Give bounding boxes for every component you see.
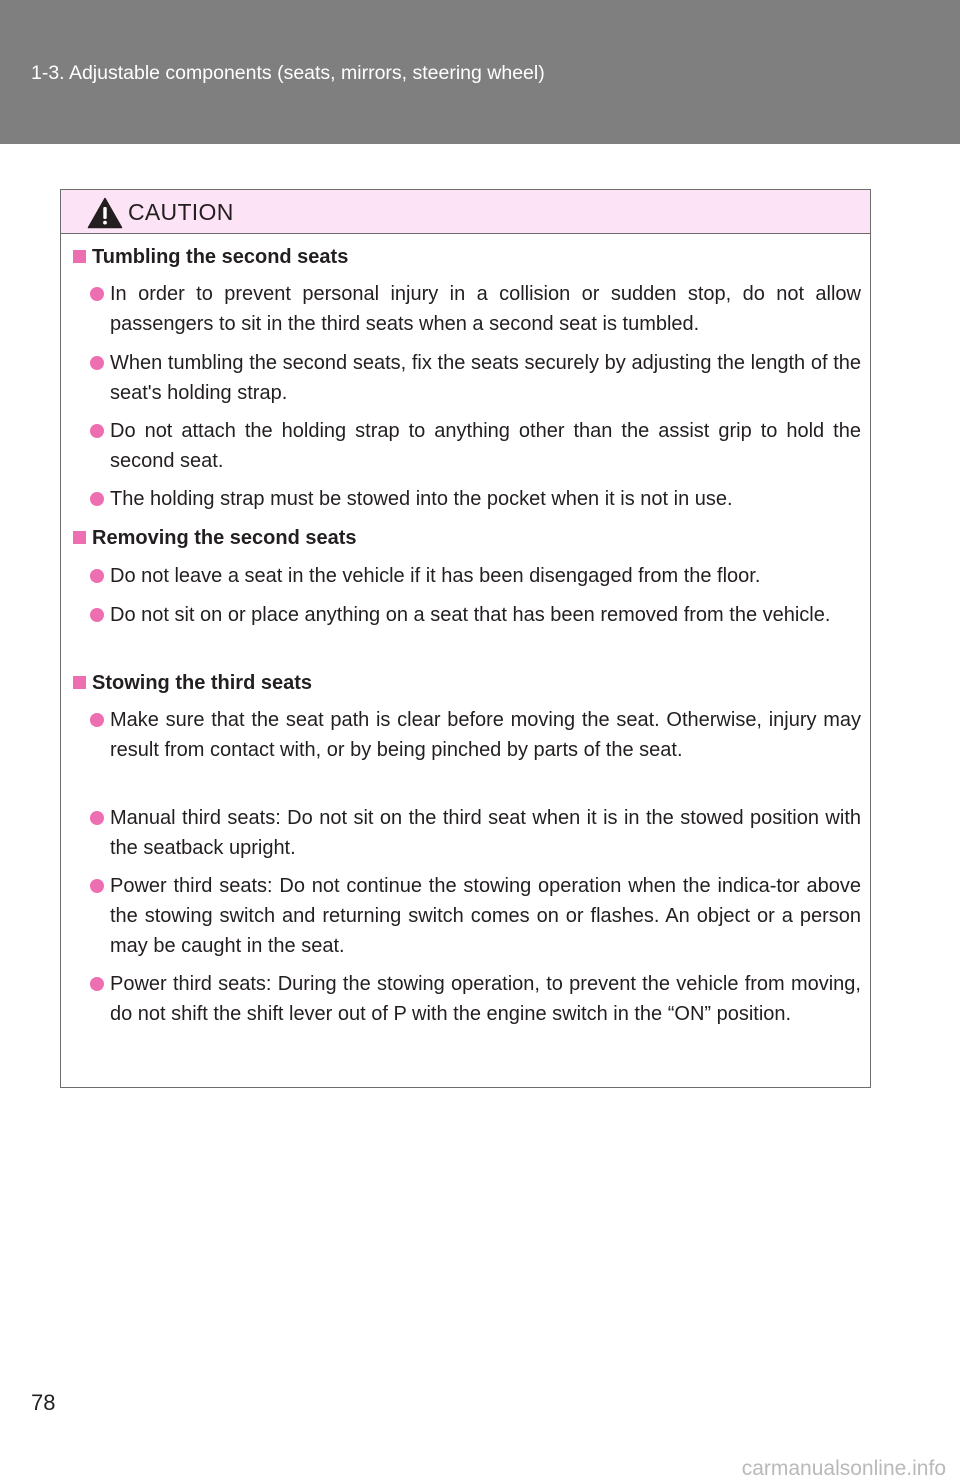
square-bullet-icon <box>73 676 86 689</box>
list-item: Power third seats: During the stowing operation, to prevent the vehicle from moving, do not shift the shift lever out of P with the engine switch in the “ON” position. <box>90 969 861 1029</box>
bullet-dot-icon <box>90 569 104 583</box>
bullet-dot-icon <box>90 608 104 622</box>
section-heading-removing: Removing the second seats <box>73 523 357 553</box>
list-item: The holding strap must be stowed into the pocket when it is not in use. <box>90 484 861 514</box>
list-item: In order to prevent personal injury in a collision or sudden stop, do not allow passengers to sit in the third seats when a second seat is tumbled. <box>90 279 861 339</box>
caution-header <box>61 190 870 234</box>
bullet-dot-icon <box>90 811 104 825</box>
page-number: 78 <box>31 1390 56 1415</box>
warning-triangle-icon <box>87 197 123 229</box>
bullet-dot-icon <box>90 287 104 301</box>
list-item: When tumbling the second seats, fix the seats securely by adjusting the length of the seat's holding strap. <box>90 348 861 408</box>
list-item: Do not leave a seat in the vehicle if it has been disengaged from the floor. <box>90 561 861 591</box>
page-header <box>0 0 960 144</box>
bullet-dot-icon <box>90 492 104 506</box>
watermark-text: carmanualsonline.info <box>741 1457 946 1480</box>
bullet-dot-icon <box>90 977 104 991</box>
square-bullet-icon <box>73 531 86 544</box>
section-heading-tumbling: Tumbling the second seats <box>73 242 348 272</box>
bullet-dot-icon <box>90 879 104 893</box>
list-item: Make sure that the seat path is clear before moving the seat. Otherwise, injury may result from contact with, or by being pinched by parts of the seat. <box>90 705 861 765</box>
bullet-dot-icon <box>90 424 104 438</box>
list-item: Do not attach the holding strap to anything other than the assist grip to hold the second seat. <box>90 416 861 476</box>
bullet-dot-icon <box>90 713 104 727</box>
caution-box <box>60 189 871 1088</box>
section-heading-stowing: Stowing the third seats <box>73 668 312 698</box>
caution-title: CAUTION <box>128 199 234 225</box>
list-item: Manual third seats: Do not sit on the third seat when it is in the stowed position with the seatback upright. <box>90 803 861 863</box>
list-item: Do not sit on or place anything on a seat that has been removed from the vehicle. <box>90 600 861 630</box>
list-item: Power third seats: Do not continue the stowing operation when the indica-tor above the stowing switch and returning switch comes on or flashes. An object or a person may be caught in the seat. <box>90 871 861 961</box>
section-title: 1-3. Adjustable components (seats, mirrors, steering wheel) <box>31 62 545 84</box>
square-bullet-icon <box>73 250 86 263</box>
bullet-dot-icon <box>90 356 104 370</box>
